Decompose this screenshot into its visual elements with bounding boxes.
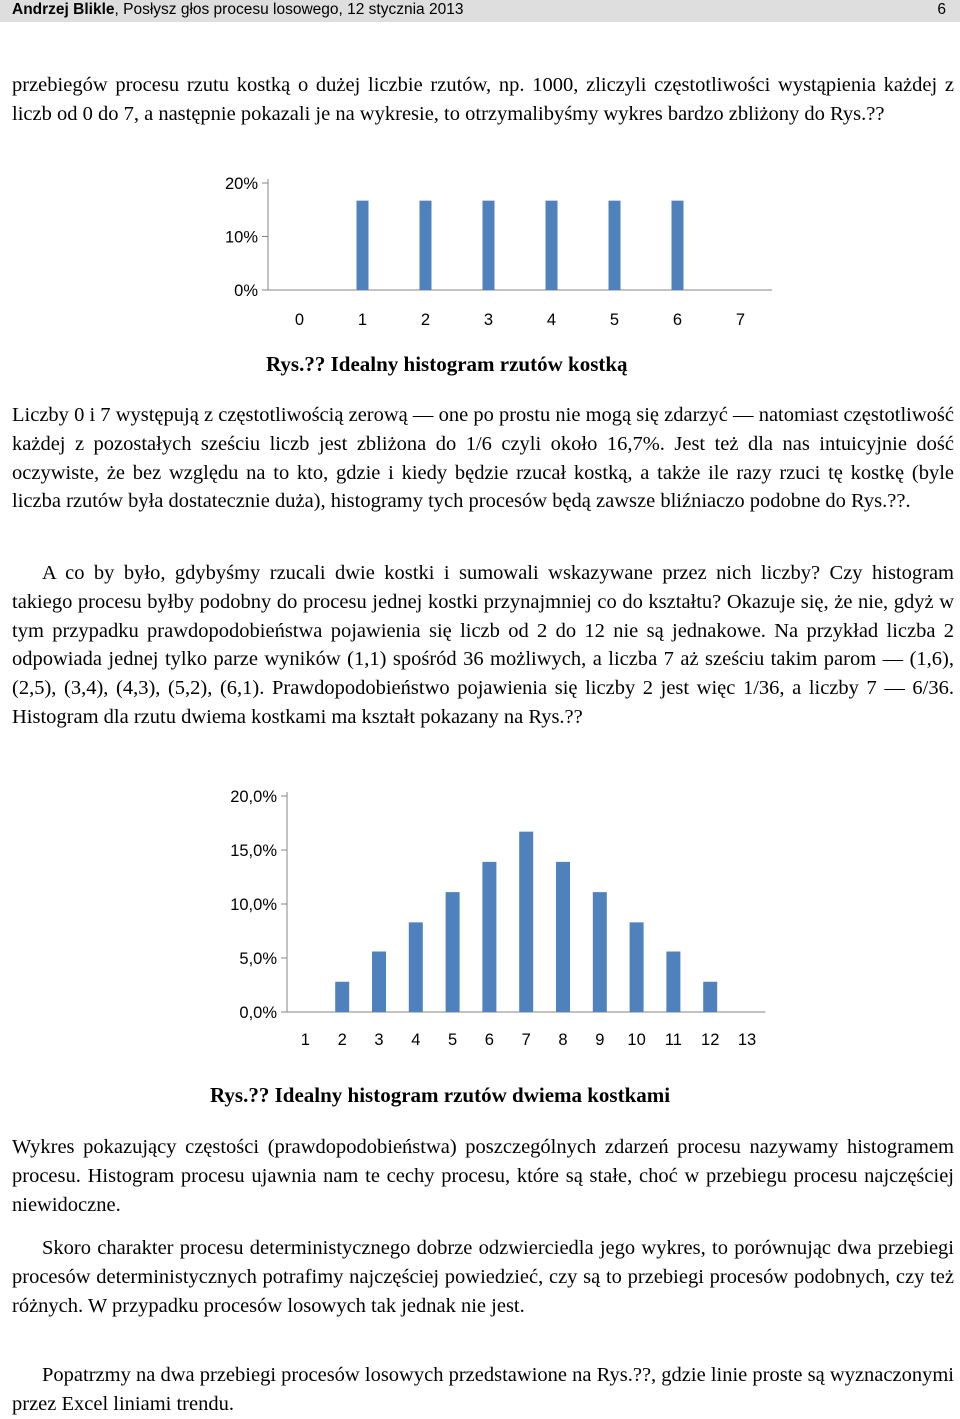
- x-tick-label: 1: [357, 311, 368, 329]
- bar-4: [409, 922, 423, 1012]
- y-tick-label: 15,0%: [230, 842, 277, 860]
- paragraph-3: A co by było, gdybyśmy rzucali dwie kostki i sumowali wskazywane przez nich liczby? Czy histogram takiego procesu byłby podobny do procesu jednej kostki przynajmniej co do kształtu? Okazuje się, że nie, gdyż w tym przypadku prawdopodobieństwa pojawienia się liczb od 2 do 12 nie są jednakowe. Na przykład liczba 2 odpowiada jednej tylko parze wyników (1,1) spośród 36 możliwych, a liczba 7 aż sześciu takim parom — (1,6), (2,5), (3,4), (4,3), (5,2), (6,1). Prawdopodobieństwo pojawienia się liczby 2 jest więc 1/36, a liczby 7 — 6/36. Histogram dla rzutu dwiema kostkami ma kształt pokazany na Rys.??: [12, 562, 954, 728]
- page-number: 6: [937, 1, 946, 18]
- x-tick-label: 3: [374, 1031, 384, 1049]
- x-tick-label: 9: [595, 1031, 605, 1049]
- figure-caption-2: Rys.?? Idealny histogram rzutów dwiema kostkami: [210, 1083, 671, 1107]
- header-author: Andrzej Blikle: [12, 1, 115, 18]
- x-tick-label: 2: [337, 1031, 347, 1049]
- bar-2: [335, 982, 349, 1012]
- y-tick-label: 20,0%: [230, 788, 277, 806]
- x-tick-label: 12: [701, 1031, 720, 1049]
- bar-11: [666, 952, 680, 1012]
- y-tick-label: 20%: [224, 175, 258, 193]
- paragraph-5: Skoro charakter procesu deterministycznego dobrze odzwierciedla jego wykres, to porównując dwa przebiegi procesów deterministycznych potrafimy najczęściej powiedzieć, czy są to przebiegi procesów podobnych, czy też różnych. W przypadku procesów losowych tak jednak nie jest.: [12, 1237, 954, 1317]
- paragraph-2: Liczby 0 i 7 występują z częstotliwością zerową — one po prostu nie mogą się zdarzyć — natomiast częstotliwość każdej z pozostałych sześciu liczb jest zbliżona do 1/6 czyli około 16,7%. Jest też dla nas intuicyjnie dość oczywiste, że bez względu na to kto, gdzie i kiedy będzie rzucał kostką, a także ile razy rzuci tę kostkę (byle liczba rzutów była dostatecznie duża), histogramy tych procesów będą zawsze bliźniaczo podobne do Rys.??.: [12, 404, 954, 513]
- x-tick-label: 2: [420, 311, 431, 329]
- x-tick-label: 8: [558, 1031, 568, 1049]
- paragraph-4: Wykres pokazujący częstości (prawdopodobieństwa) poszczególnych zdarzeń procesu nazywamy histogramem procesu. Histogram procesu ujawnia nam te cechy procesu, które są stałe, choć w przebiegu procesu najczęściej niewidoczne.: [12, 1136, 954, 1216]
- x-tick-label: 11: [664, 1031, 682, 1049]
- x-tick-label: 13: [737, 1031, 757, 1049]
- y-tick-label: 10,0%: [230, 896, 277, 914]
- header-title-rest: , Posłysz głos procesu losowego, 12 stycznia 2013: [114, 1, 464, 18]
- x-tick-label: 6: [484, 1031, 494, 1049]
- bar-6: [482, 862, 496, 1012]
- x-tick-label: 1: [300, 1031, 310, 1049]
- x-tick-label: 4: [546, 311, 557, 329]
- x-tick-label: 5: [448, 1031, 458, 1049]
- paragraph-1: przebiegów procesu rzutu kostką o dużej liczbie rzutów, np. 1000, zliczyli częstotliwości wystąpienia każdej z liczb od 0 do 7, a następnie pokazali je na wykresie, to otrzymalibyśmy wykres bardzo zbliżony do Rys.??: [12, 74, 954, 125]
- x-tick-label: 4: [411, 1031, 421, 1049]
- y-tick-label: 5,0%: [239, 950, 277, 968]
- bar-10: [630, 922, 644, 1012]
- x-tick-label: 0: [294, 311, 305, 329]
- bar-9: [593, 892, 607, 1012]
- x-tick-label: 6: [672, 311, 683, 329]
- x-tick-label: 7: [521, 1031, 531, 1049]
- x-tick-label: 7: [735, 311, 746, 329]
- x-tick-label: 10: [627, 1031, 646, 1049]
- x-tick-label: 3: [483, 311, 494, 329]
- figure-caption-1: Rys.?? Idealny histogram rzutów kostką: [266, 352, 628, 376]
- bar-5: [446, 892, 460, 1012]
- bar-8: [556, 862, 570, 1012]
- bar-3: [372, 952, 386, 1012]
- bar-12: [703, 982, 717, 1012]
- x-tick-label: 5: [609, 311, 620, 329]
- bar-7: [519, 832, 533, 1012]
- y-tick-label: 0,0%: [239, 1004, 277, 1022]
- y-tick-label: 0%: [234, 282, 258, 300]
- y-tick-label: 10%: [224, 228, 258, 247]
- paragraph-6: Popatrzmy na dwa przebiegi procesów losowych przedstawione na Rys.??, gdzie linie proste są wyznaczonymi przez Excel liniami trendu.: [12, 1364, 954, 1415]
